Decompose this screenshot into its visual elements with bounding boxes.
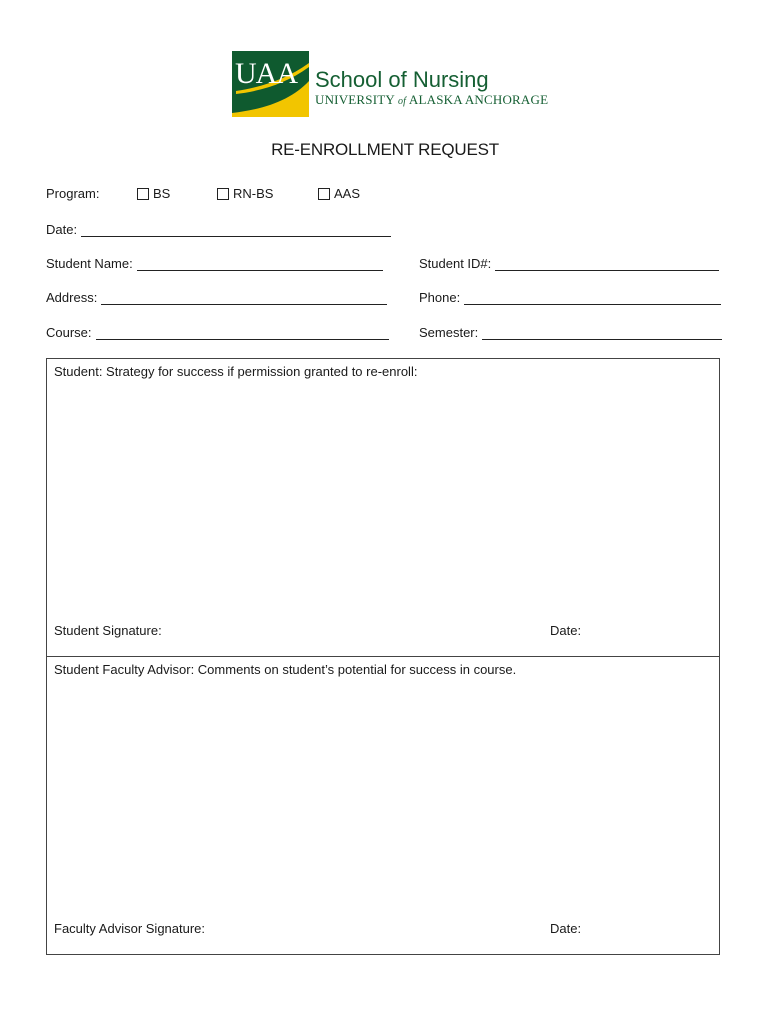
address-line[interactable]: [101, 292, 387, 305]
advisor-date-label: Date:: [550, 921, 582, 936]
bs-checkbox[interactable]: [137, 188, 149, 200]
logo-alaska-anchorage: ALASKA ANCHORAGE: [408, 92, 549, 107]
logo-school-name: School of Nursing: [315, 67, 489, 92]
advisor-signature-label: Faculty Advisor Signature:: [54, 921, 206, 936]
logo-mark-text: UAA: [235, 57, 297, 90]
date-line[interactable]: [81, 224, 391, 237]
advisor-comments-heading: Student Faculty Advisor: Comments on student’s potential for success in course.: [54, 662, 517, 677]
advisor-comments-box[interactable]: [46, 657, 720, 955]
student-date-label: Date:: [550, 623, 582, 638]
bs-option-label: BS: [153, 186, 171, 201]
logo-of-word: of: [397, 96, 407, 107]
student-signature-label: Student Signature:: [54, 623, 162, 638]
student-name-line[interactable]: [137, 258, 383, 271]
student-id-label: Student ID#:: [419, 256, 492, 271]
student-name-label: Student Name:: [46, 256, 133, 271]
student-id-line[interactable]: [495, 258, 719, 271]
uaa-logo-mark: [232, 51, 309, 117]
uaa-school-of-nursing-logo: [232, 51, 548, 117]
student-name-field[interactable]: [46, 256, 383, 271]
program-label: Program:: [46, 186, 100, 201]
semester-line[interactable]: [482, 327, 722, 340]
phone-line[interactable]: [464, 292, 721, 305]
course-label: Course:: [46, 325, 92, 340]
program-option-rn-bs[interactable]: [217, 186, 273, 201]
form-title: RE-ENROLLMENT REQUEST: [271, 140, 499, 159]
date-label: Date:: [46, 222, 78, 237]
phone-label: Phone:: [419, 290, 461, 305]
program-option-bs[interactable]: [137, 186, 170, 201]
logo-university-word: UNIVERSITY: [315, 92, 395, 107]
course-field[interactable]: [46, 325, 389, 340]
semester-label: Semester:: [419, 325, 479, 340]
rn-bs-option-label: RN-BS: [233, 186, 274, 201]
date-field[interactable]: [46, 222, 391, 237]
student-strategy-heading: Student: Strategy for success if permission granted to re-enroll:: [54, 364, 418, 379]
address-label: Address:: [46, 290, 98, 305]
aas-checkbox[interactable]: [318, 188, 330, 200]
rn-bs-checkbox[interactable]: [217, 188, 229, 200]
student-strategy-box[interactable]: [46, 358, 720, 657]
phone-field[interactable]: [419, 290, 721, 305]
program-option-aas[interactable]: [318, 186, 360, 201]
semester-field[interactable]: [419, 325, 722, 340]
aas-option-label: AAS: [334, 186, 361, 201]
logo-university-name: [315, 92, 548, 110]
address-field[interactable]: [46, 290, 387, 305]
student-id-field[interactable]: [419, 256, 719, 271]
logo-wordmark: [315, 51, 548, 117]
course-line[interactable]: [96, 327, 389, 340]
